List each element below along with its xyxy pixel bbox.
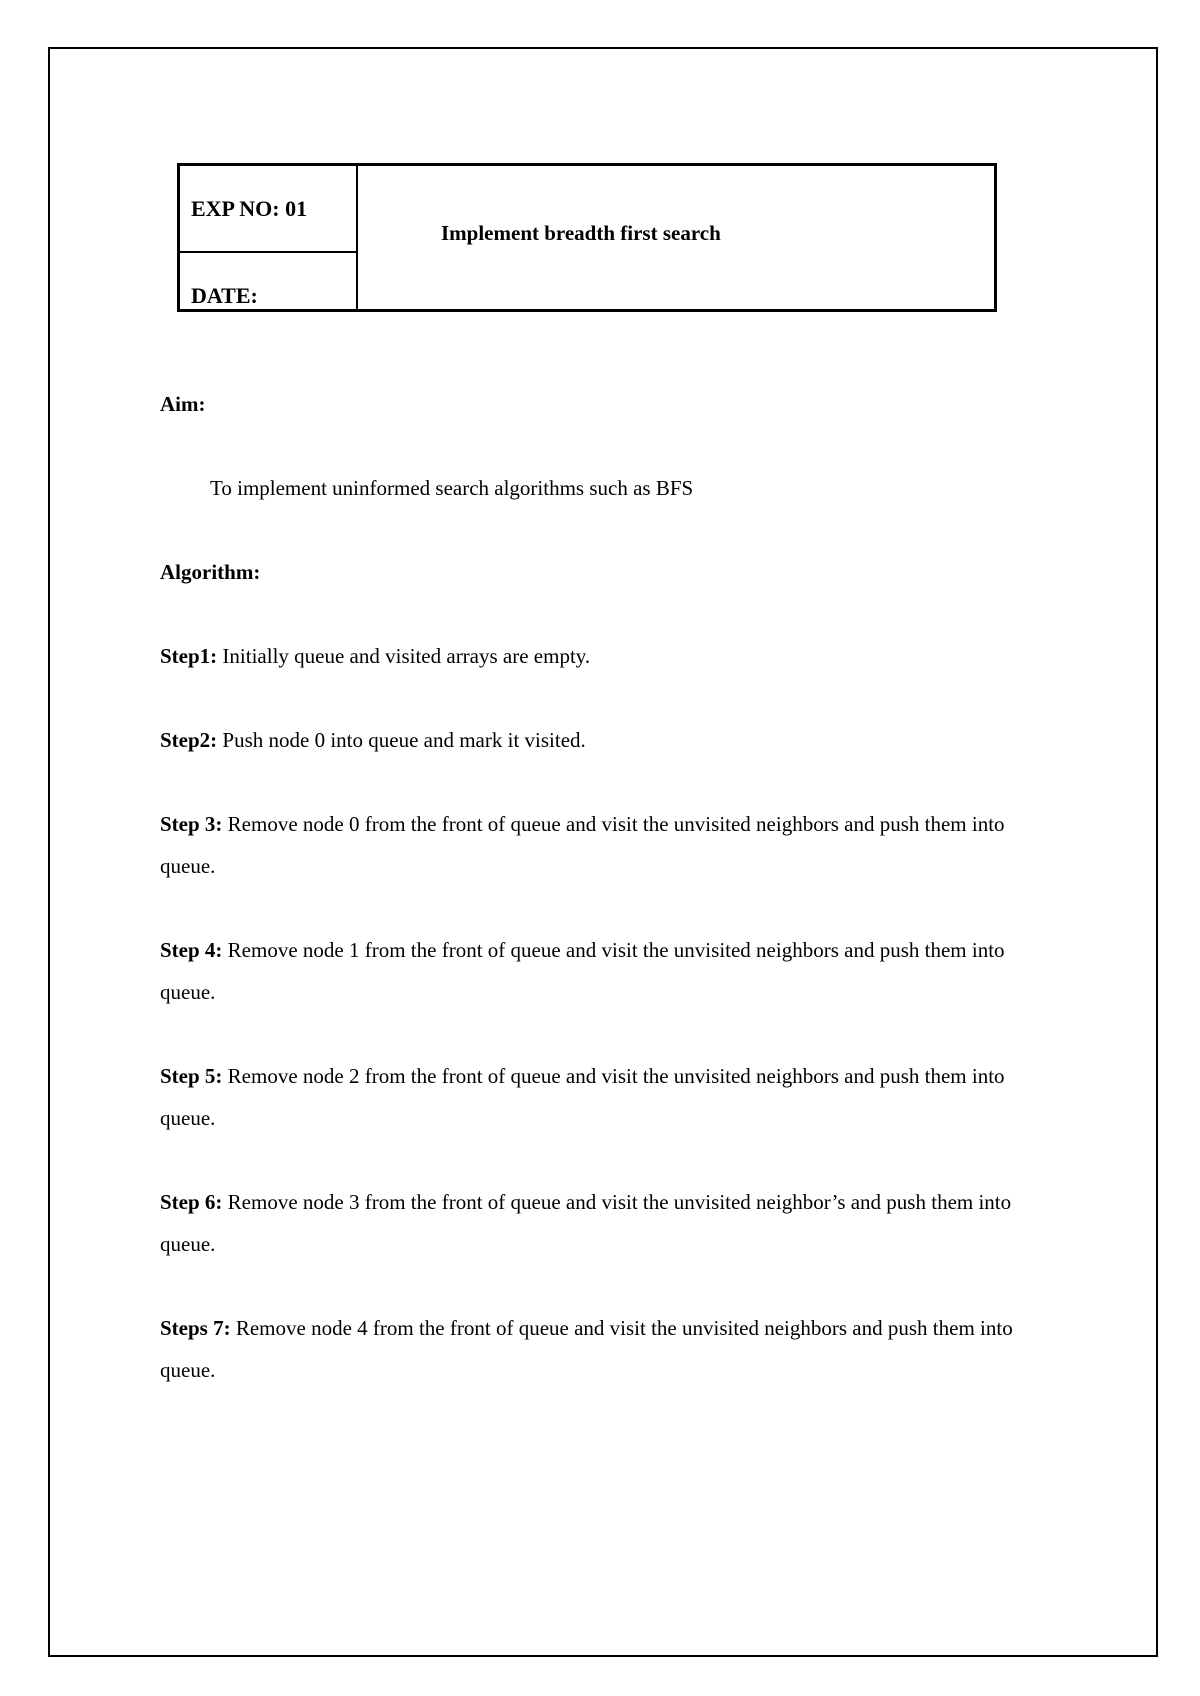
step-label: Step 3: [160,812,223,836]
date-cell [180,253,356,309]
header-left-column [180,166,358,309]
exp-no-cell [180,166,356,253]
step-text: Remove node 2 from the front of queue and visit the unvisited neighbors and push them into queue. [160,1064,1005,1130]
exp-no-label: EXP NO: 01 [191,196,308,221]
algorithm-step [160,635,1060,677]
algorithm-step [160,803,1060,887]
algorithm-heading: Algorithm: [160,560,261,584]
algorithm-step [160,719,1060,761]
step-text: Remove node 4 from the front of queue and visit the unvisited neighbors and push them into queue. [160,1316,1013,1382]
experiment-title: Implement breadth first search [441,221,721,245]
step-text: Remove node 3 from the front of queue and visit the unvisited neighbor’s and push them into queue. [160,1190,1012,1256]
step-label: Step 4: [160,938,223,962]
step-label: Step1: [160,644,218,668]
experiment-header-table [177,163,997,312]
aim-text: To implement uninformed search algorithms such as BFS [210,476,694,500]
algorithm-step [160,929,1060,1013]
algorithm-step [160,1181,1060,1265]
step-label: Step 5: [160,1064,223,1088]
step-label: Step 6: [160,1190,223,1214]
date-label: DATE: [191,283,258,308]
algorithm-step [160,1055,1060,1139]
step-text: Remove node 0 from the front of queue and visit the unvisited neighbors and push them into queue. [160,812,1005,878]
step-text: Remove node 1 from the front of queue and visit the unvisited neighbors and push them into queue. [160,938,1005,1004]
step-label: Step2: [160,728,218,752]
aim-heading: Aim: [160,392,206,416]
experiment-title-cell [358,166,994,309]
step-text: Push node 0 into queue and mark it visited. [217,728,586,752]
algorithm-step [160,1307,1020,1391]
step-label: Steps 7: [160,1316,231,1340]
step-text: Initially queue and visited arrays are empty. [217,644,591,668]
